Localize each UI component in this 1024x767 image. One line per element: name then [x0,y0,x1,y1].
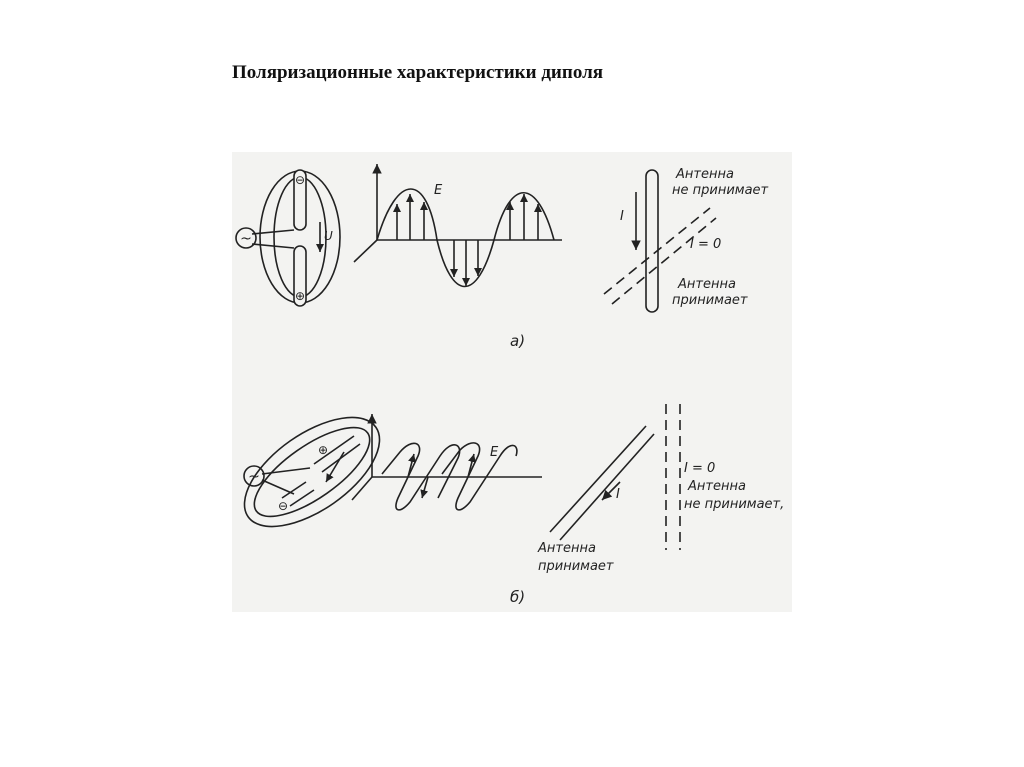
source-symbol: ~ [240,231,252,247]
caption-b: б) [510,588,526,606]
antenna-not-receives-line1-b: Антенна [688,479,746,494]
linear-wave [354,164,562,287]
charge-minus-label: ⊖ [294,173,306,187]
voltage-label: U [324,229,333,243]
slide-title: Поляризационные характеристики диполя [232,62,604,83]
tilted-wave [352,414,542,510]
antenna-not-receives-line2-b: не принимает, [684,497,785,512]
antenna-receives-line1-b: Антенна [538,541,596,556]
current-label: I [620,209,624,224]
dipole-diagram [232,152,792,612]
charge-minus-label-b: ⊖ [278,499,289,513]
source-symbol-b: ~ [248,469,260,485]
dipole-figure [232,152,792,612]
wave-e-label-b: E [490,445,499,460]
zero-current-label: I = 0 [690,237,722,252]
tilted-receiving-antenna [550,426,654,540]
antenna-not-receives-line2: не принимает [672,183,769,198]
antenna-receives-line1: Антенна [678,277,736,292]
current-label-b: I [616,487,620,502]
wave-e-label: E [434,183,443,198]
caption-a: а) [510,332,526,350]
charge-plus-label: ⊕ [294,289,306,303]
panel-a [236,164,769,350]
zero-current-label-b: I = 0 [684,461,716,476]
antenna-receives-line2: принимает [672,293,748,308]
antenna-receives-line2-b: принимает [538,559,614,574]
vertical-receiving-antenna [646,170,658,312]
panel-b [232,396,784,606]
vertical-non-receiving-antenna [666,404,680,550]
charge-plus-label-b: ⊕ [318,443,329,457]
antenna-not-receives-line1: Антенна [676,167,734,182]
